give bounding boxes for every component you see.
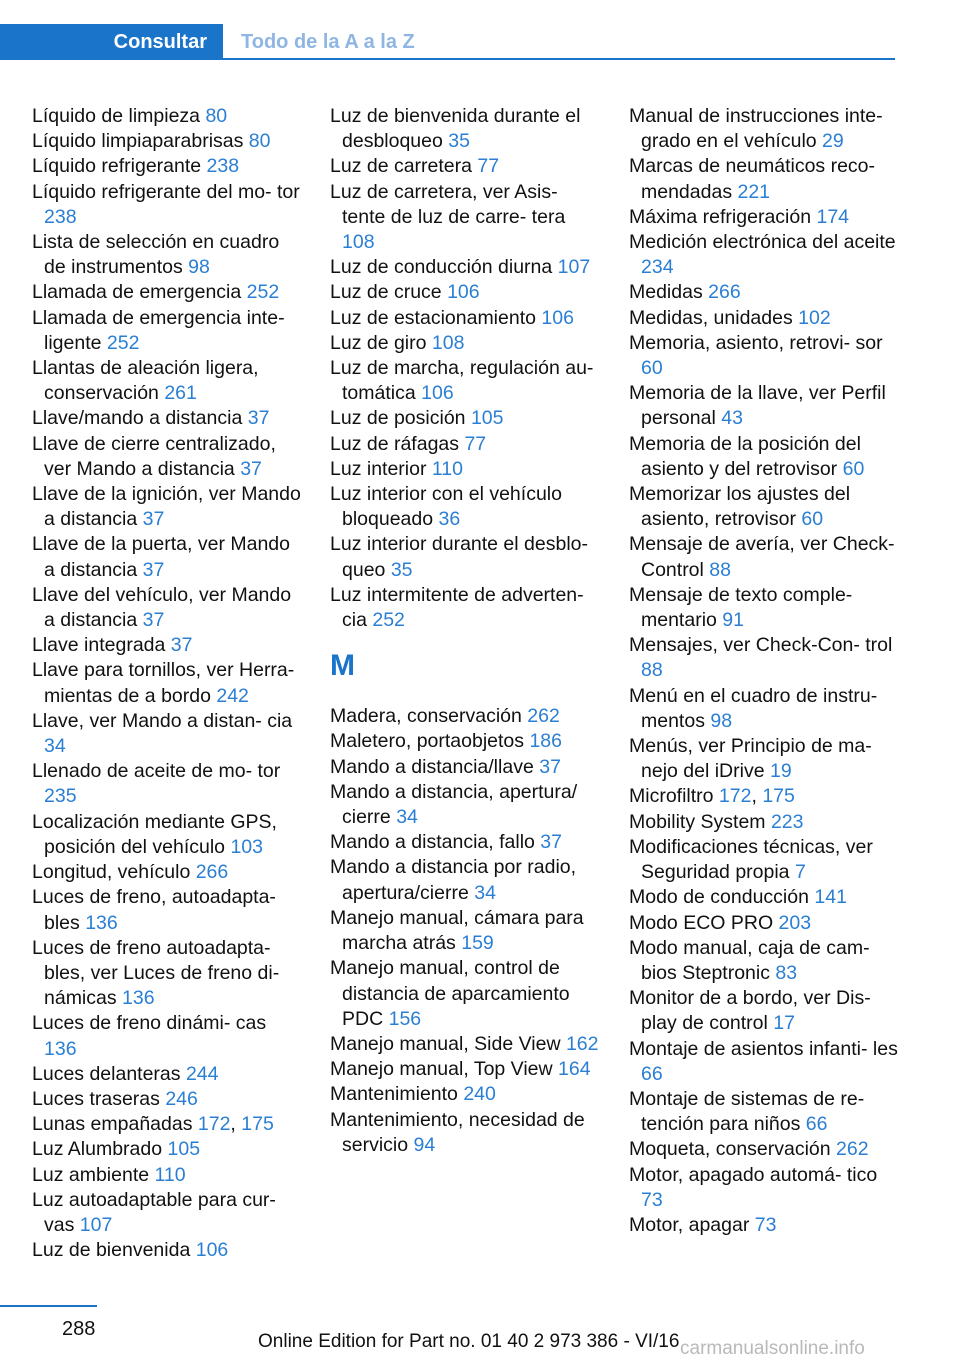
index-entry-term: Modo ECO PRO [629,911,779,934]
page-ref-link[interactable]: 37 [142,558,165,581]
page-ref-link[interactable]: 43 [721,407,743,430]
page-ref-link[interactable]: 252 [106,331,140,354]
index-entry-term: Luz de giro [330,331,432,354]
page-ref-link[interactable]: 238 [206,155,240,178]
index-entry-term: Montaje de asientos infanti‐ les [629,1037,898,1060]
page-ref-link[interactable]: 106 [447,281,480,304]
page-ref-link[interactable]: 83 [775,961,798,984]
index-entry [629,986,901,1036]
index-entry-term: Luz de bienvenida [32,1239,196,1262]
index-entry-term: Mando a distancia, fallo [330,831,541,854]
page-ref-link[interactable]: 106 [421,382,454,405]
page-ref-link[interactable]: 37 [170,634,193,657]
index-entry-term: Mensaje de texto comple‐ mentario [629,583,853,632]
page-ref-link[interactable]: 66 [805,1113,828,1136]
index-entry [32,936,304,1012]
page-ref-link[interactable]: 19 [769,760,792,783]
index-entry [629,381,901,431]
page-ref-link[interactable]: 203 [778,911,812,934]
index-entry-term: Mensajes, ver Check-Con‐ trol [629,634,893,657]
page-ref-link[interactable]: 35 [390,558,413,581]
page-ref-link[interactable]: 34 [396,806,418,829]
index-entry-term: Llave, ver Mando a distan‐ cia [32,709,293,732]
index-entry [330,1108,602,1158]
index-entry [32,1137,304,1162]
index-entry-term: Luz de carretera [330,155,478,178]
index-entry-term: Modo manual, caja de cam‐ bios Steptronic [629,936,870,984]
index-entry [330,180,602,256]
page-ref-link[interactable]: 136 [44,1037,77,1060]
page-ref-link[interactable]: 37 [539,755,561,778]
index-entry [629,784,901,809]
index-entry-term: Luces de freno, autoadapta‐ bles [32,886,276,934]
page-ref-link[interactable]: 136 [122,987,155,1010]
index-entry [629,331,901,381]
index-entry-term: Medidas, unidades [629,306,799,329]
index-entry-term: Luz ambiente [32,1163,155,1186]
index-entry [629,583,901,633]
page-ref-link[interactable]: 244 [185,1062,219,1085]
index-entry-term: Memoria de la posición del asiento y del retrovisor [629,432,861,480]
index-entry-term: Modo de conducción [629,886,815,909]
index-entry-term: Llave de cierre centralizado, ver Mando a distancia [32,432,276,480]
index-entry [32,1238,304,1263]
index-entry [330,457,602,482]
index-entry [330,406,602,431]
page-ref-link[interactable]: 108 [342,231,375,254]
index-entry-term: Memoria, asiento, retrovi‐ sor [629,331,883,354]
page-ref-link[interactable]: 221 [737,180,771,203]
index-entry [629,1213,901,1238]
page-ref-link[interactable]: 175 [241,1113,274,1136]
page-ref-link[interactable]: 156 [388,1007,422,1030]
index-entry [32,306,304,356]
index-entry-term: Moqueta, conservación [629,1138,837,1161]
index-entry [32,230,304,280]
tab-todo-a-z[interactable]: Todo de la A a la Z [241,31,415,53]
index-entry [330,956,602,1032]
index-entry-term: Manejo manual, Side View [330,1032,566,1055]
index-entry [330,906,602,956]
index-entry-term: Luz interior durante el desblo‐ queo [330,533,588,581]
page-ref-link[interactable]: 102 [798,306,831,329]
index-entry [330,306,602,331]
index-entry [330,780,602,830]
page-number-rule [0,1305,97,1307]
index-entry [330,432,602,457]
page-ref-link[interactable]: 107 [557,256,591,279]
index-entry-term: Medidas [629,281,709,304]
page-ref-link[interactable]: 175 [762,785,795,808]
index-entry [629,835,901,885]
index-entry-term: Monitor de a bordo, ver Dis‐ play de control [629,987,871,1035]
page-ref-link[interactable]: 60 [842,457,865,480]
page-ref-link[interactable]: 88 [641,659,663,682]
page-ref-separator: , [230,1113,242,1136]
page-ref-link[interactable]: 235 [44,785,77,808]
index-entry-term: Luces traseras [32,1087,166,1110]
index-entry [330,1057,602,1082]
index-entry-term: Microfiltro [629,785,719,808]
index-entry-term: Líquido refrigerante del mo‐ tor [32,180,300,203]
page-ref-link[interactable]: 174 [816,205,850,228]
watermark-text: carmanualsonline.info [680,1338,865,1359]
page-ref-link[interactable]: 105 [470,407,504,430]
page-ref-link[interactable]: 34 [44,735,66,758]
index-entry-term: Mantenimiento [330,1083,464,1106]
page-ref-link[interactable]: 164 [558,1058,591,1081]
page-ref-link[interactable]: 17 [773,1012,795,1035]
index-entry-term: Mando a distancia/llave [330,755,540,778]
index-entry [629,1137,901,1162]
page-ref-link[interactable]: 242 [216,684,249,707]
index-entry-term: Máxima refrigeración [629,205,817,228]
index-entry-term: Llave para tornillos, ver Herra‐ mientas de a bordo [32,659,295,707]
index-entry-term: Luz interior con el vehículo bloqueado [330,483,562,531]
page-ref-link[interactable]: 77 [464,432,487,455]
page-ref-link[interactable]: 60 [801,508,824,531]
index-entry-term: Memoria de la llave, ver Perfil personal [629,382,886,430]
page-ref-link[interactable]: 262 [527,705,560,728]
index-entry-term: Llave/mando a distancia [32,407,248,430]
index-entry [629,810,901,835]
index-entry [330,583,602,633]
page-ref-link[interactable]: 238 [44,205,77,228]
index-entry [32,810,304,860]
index-entry [32,658,304,708]
page-ref-link[interactable]: 110 [154,1163,186,1186]
page-ref-link[interactable]: 80 [248,130,271,153]
index-entry-term: Llave integrada [32,634,171,657]
index-section-letter: M [330,649,355,683]
page-ref-link[interactable]: 106 [541,306,574,329]
index-entry [32,709,304,759]
index-entry [629,482,901,532]
index-entry-term: Luz interior [330,457,432,480]
index-entry [629,1163,901,1213]
page-ref-link[interactable]: 110 [431,457,463,480]
page-ref-link[interactable]: 240 [463,1083,496,1106]
index-entry [32,104,304,129]
index-entry-term: Menús, ver Principio de ma‐ nejo del iDrive [629,735,872,783]
index-column-1 [32,104,304,1263]
page-ref-link[interactable]: 159 [461,932,494,955]
index-entry-term: Lunas empañadas [32,1113,198,1136]
index-entry [330,482,602,532]
index-entry [629,154,901,204]
index-entry-term: Longitud, vehículo [32,861,196,884]
index-entry [32,432,304,482]
page-ref-link[interactable]: 172 [197,1113,231,1136]
index-entry [32,406,304,431]
index-entry-term: Luz de estacionamiento [330,306,542,329]
index-entry [32,154,304,179]
page-ref-link[interactable]: 77 [477,155,500,178]
index-entry-term: Marcas de neumáticos reco‐ mendadas [629,155,876,203]
index-entry-term: Lista de selección en cuadro de instrumentos [32,231,280,279]
index-entry [330,154,602,179]
index-entry [32,532,304,582]
page-ref-link[interactable]: 91 [722,609,744,632]
index-entry-term: Llenado de aceite de mo‐ tor [32,760,281,783]
index-entry-term: Mando a distancia, apertura/ cierre [330,780,578,829]
index-entry [32,356,304,406]
index-entry-term: Llave de la ignición, ver Mando a distancia [32,483,301,531]
index-entry [330,331,602,356]
index-entry-term: Luz autoadaptable para cur‐ vas [32,1188,276,1236]
page-ref-link[interactable]: 261 [164,382,197,405]
page-ref-link[interactable]: 252 [246,281,280,304]
page-ref-link[interactable]: 234 [641,256,674,279]
page-ref-link[interactable]: 73 [641,1188,663,1211]
index-entry [32,1011,304,1061]
header-bar [0,24,895,62]
index-entry-term: Luz de conducción diurna [330,256,558,279]
index-entry [330,532,602,582]
index-entry-term: Luz de posición [330,407,471,430]
page-ref-link[interactable]: 223 [770,810,804,833]
index-entry [330,356,602,406]
page-ref-link[interactable]: 262 [836,1138,869,1161]
index-entry-term: Modificaciones técnicas, ver Seguridad propia [629,835,873,884]
index-entry [330,1082,602,1107]
page-ref-link[interactable]: 186 [529,730,562,753]
page-ref-link[interactable]: 105 [167,1138,201,1161]
index-entry [32,1087,304,1112]
page-ref-link[interactable]: 266 [195,861,229,884]
index-entry [629,230,901,280]
page-ref-link[interactable]: 35 [448,130,470,153]
page-ref-link[interactable]: 7 [794,861,806,884]
index-entry-term: Luz de cruce [330,281,448,304]
index-entry [32,129,304,154]
index-entry [32,633,304,658]
index-entry-term: Mensaje de avería, ver Check-Control [629,533,895,581]
index-entry [32,280,304,305]
index-entry [330,830,602,855]
index-entry-term: Luces delanteras [32,1062,186,1085]
index-entry [629,432,901,482]
index-entry [629,684,901,734]
page-ref-link[interactable]: 162 [565,1032,599,1055]
page-ref-link[interactable]: 107 [79,1213,113,1236]
page-ref-link[interactable]: 246 [165,1087,198,1110]
index-entry [32,860,304,885]
index-entry-term: Mobility System [629,810,771,833]
page-ref-separator: , [751,785,763,808]
page-ref-link[interactable]: 37 [247,407,270,430]
page-ref-link[interactable]: 37 [142,609,165,632]
index-entry-term: Luz intermitente de adverten‐ cia [330,583,584,632]
index-entry-term: Mando a distancia por radio, apertura/cierre [330,856,577,904]
index-column-3 [629,104,901,1238]
index-entry-term: Medición electrónica del aceite [629,231,896,254]
index-entry [330,1032,602,1057]
index-entry [32,583,304,633]
index-entry [629,205,901,230]
page-ref-link[interactable]: 80 [205,105,228,127]
page-ref-link[interactable]: 34 [474,881,496,904]
page-ref-link[interactable]: 252 [372,609,405,632]
page-ref-link[interactable]: 141 [814,886,847,909]
index-entry [629,280,901,305]
page-ref-link[interactable]: 106 [195,1239,229,1262]
index-entry-term: Llave de la puerta, ver Mando a distancia [32,533,290,581]
index-entry [32,180,304,230]
index-entry [330,280,602,305]
index-entry-term: Luz de bienvenida durante el desbloqueo [330,105,581,153]
index-entry [629,734,901,784]
index-entry-term: Montaje de sistemas de re‐ tención para niños [629,1087,865,1136]
page-ref-link[interactable]: 37 [540,831,562,854]
index-entry-term: Luz Alumbrado [32,1138,168,1161]
index-entry-term: Menú en el cuadro de instru‐ mentos [629,684,878,732]
index-entry [32,759,304,809]
index-entry [629,532,901,582]
page-ref-link[interactable]: 37 [142,508,165,531]
index-entry [330,729,602,754]
footer-edition-text: Online Edition for Part no. 01 40 2 973 386 - VI/16 [258,1331,680,1352]
index-entry-term: Llamada de emergencia inte‐ ligente [32,306,285,354]
index-entry-term: Maletero, portaobjetos [330,730,530,753]
page-ref-link[interactable]: 103 [230,835,263,858]
index-entry-term: Mantenimiento, necesidad de servicio [330,1108,585,1156]
index-entry-term: Llantas de aleación ligera, conservación [32,357,259,405]
index-entry [32,1112,304,1137]
page-ref-link[interactable]: 66 [641,1062,663,1085]
index-entry [629,104,901,154]
index-entry-term: Motor, apagado automá‐ tico [629,1163,878,1186]
index-entry-term: Manejo manual, Top View [330,1058,559,1081]
index-entry-term: Luz de marcha, regulación au‐ tomática [330,357,594,405]
page-number: 288 [62,1318,96,1340]
page-ref-link[interactable]: 266 [708,281,741,304]
index-entry-term: Memorizar los ajustes del asiento, retrovisor [629,483,851,531]
index-column-2 [330,104,602,1158]
index-entry-term: Líquido de limpieza [32,105,206,127]
index-entry-term: Madera, conservación [330,705,528,728]
index-entry-term: Líquido limpiaparabrisas [32,130,249,153]
page-ref-link[interactable]: 88 [709,558,731,581]
index-entry-term: Motor, apagar [629,1213,755,1236]
index-entry [629,936,901,986]
index-entry [32,1188,304,1238]
index-entry-term: Luz de ráfagas [330,432,465,455]
index-entry-term: Localización mediante GPS, posición del vehículo [32,810,277,858]
index-entry [330,704,602,729]
page-ref-link[interactable]: 98 [188,256,210,279]
index-entry-term: Líquido refrigerante [32,155,207,178]
index-entry [629,885,901,910]
index-entry [629,911,901,936]
index-entry-term: Manual de instrucciones inte‐ grado en el vehículo [629,105,883,153]
index-entry [330,855,602,905]
tab-consultar[interactable]: Consultar [0,24,223,60]
index-entry [32,1062,304,1087]
page-ref-link[interactable]: 136 [85,911,118,934]
index-entry [330,104,602,154]
page-ref-link[interactable]: 29 [822,130,844,153]
page-ref-link[interactable]: 94 [413,1133,436,1156]
index-entry [629,306,901,331]
index-entry [32,885,304,935]
index-entry [629,633,901,683]
index-entry [330,755,602,780]
index-entry-term: Luces de freno dinámi‐ cas [32,1012,267,1035]
index-entry [330,255,602,280]
index-entry-term: Llave del vehículo, ver Mando a distancia [32,583,292,632]
index-entry-term: Manejo manual, control de distancia de aparcamiento PDC [330,957,570,1030]
page-ref-link[interactable]: 37 [240,457,262,480]
index-entry-term: Luces de freno autoadapta‐ bles, ver Luces de freno di‐ námicas [32,936,280,1010]
page-ref-link[interactable]: 98 [710,709,733,732]
index-entry [32,482,304,532]
index-entry [629,1037,901,1087]
page-ref-link[interactable]: 36 [438,508,461,531]
index-entry [629,1087,901,1137]
page-ref-link[interactable]: 60 [641,357,663,380]
page-ref-link[interactable]: 172 [718,785,752,808]
page-ref-link[interactable]: 73 [754,1213,777,1236]
index-entry-term: Luz de carretera, ver Asis‐ tente de luz de carre‐ tera [330,180,566,228]
index-entry [32,1163,304,1188]
index-entry-term: Llamada de emergencia [32,281,247,304]
page-ref-link[interactable]: 108 [431,331,465,354]
index-entry-term: Manejo manual, cámara para marcha atrás [330,906,584,955]
header-divider [223,58,895,60]
